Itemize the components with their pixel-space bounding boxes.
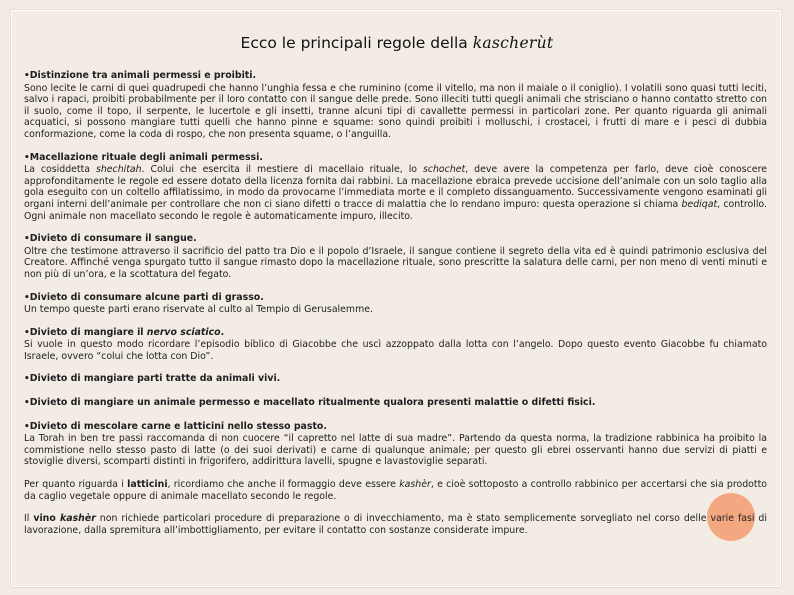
rule-body: Sono lecite le carni di quei quadrupedi che hanno l’unghia fessa e che ruminino (come il vitello, ma non il maiale o il coniglio). I volatili sono quasi tutti leciti, salvo i rapaci, proibiti probabilmente per il loro contatto con il sangue delle prede. Sono illeciti tutti quegli animali che strisciano o hanno contatto stretto con il suolo, come il topo, il serpente, le lucertole e gli insetti, tranne alcuni tipi di cavallette permessi in particolari zone. Per quanto riguarda gli animali acquatici, si possono mangiare tutti quelli che hanno pinne e squame: sono quindi proibiti i molluschi, i crostacei, i frutti di mare e i pesci di dubbia conformazione, come la coda di rospo, che non presenta squame, o l’anguilla. xyxy=(24,82,767,140)
rule-heading: •Divieto di consumare alcune parti di grasso. xyxy=(24,291,264,303)
rule-heading: •Distinzione tra animali permessi e proibiti. xyxy=(24,70,257,81)
rule-body: Si vuole in questo modo ricordare l’episodio biblico di Giacobbe che uscì azzoppato dalla lotta con l’angelo. Dopo questo evento Giacobbe fu chiamato Israele, ovvero “colui che lotta con Dio”. xyxy=(24,339,767,362)
rules-content xyxy=(24,70,767,547)
rule-heading: •Divieto di mangiare il nervo sciatico. xyxy=(24,326,225,338)
latticini-paragraph: Per quanto riguarda i latticini, ricordiamo che anche il formaggio deve essere kashèr, e cioè sottoposto a controllo rabbinico per accertarsi che sia prodotto da caglio vegetale oppure di animale macellato secondo le regole. xyxy=(24,479,767,502)
rule-section xyxy=(24,292,767,316)
vino-paragraph: Il vino kashèr non richiede particolari procedure di preparazione o di invecchiamento, ma è stato semplicemente sorvegliato nel corso delle varie fasi di lavorazione, dalla spremitura all’imbottigliamento, per evitare il contatto con sostanze considerate impure. xyxy=(24,513,767,536)
page-title: Ecco le principali regole della kascherùt xyxy=(240,34,554,52)
rule-body: Un tempo queste parti erano riservate al culto al Tempio di Gerusalemme. xyxy=(24,304,373,316)
rule-section xyxy=(24,327,767,363)
rule-section xyxy=(24,421,767,468)
rule-section xyxy=(24,233,767,280)
rule-heading: •Divieto di mangiare parti tratte da animali vivi. xyxy=(24,373,281,385)
rule-body: La cosiddetta shechitah. Colui che esercita il mestiere di macellaio rituale, lo schochet, deve avere la competenza per farlo, deve cioè conoscere approfonditamente le regole ed essere dotato della licenza fornita dai rabbini. La macellazione ebraica prevede uccisione dell’animale con un solo taglio alla gola eseguito con un coltello affilatissimo, in modo da provocarne l’immediata morte e il completo dissanguamento. Successivamente vengono esaminati gli organi interni dell’animale per controllare che non ci siano difetti o tracce di malattia che lo rendano impuro: questa operazione si chiama bediqat, controllo. Ogni animale non macellato secondo le regole è automaticamente impuro, illecito. xyxy=(24,164,767,222)
rule-heading: •Macellazione rituale degli animali permessi. xyxy=(24,151,263,163)
rule-section xyxy=(24,152,767,223)
rule-heading: •Divieto di consumare il sangue. xyxy=(24,233,197,245)
rule-section xyxy=(24,373,767,386)
rule-heading: •Divieto di mescolare carne e latticini nello stesso pasto. xyxy=(24,420,327,432)
rule-body: Oltre che testimone attraverso il sacrificio del patto tra Dio e il popolo d’Israele, il sangue contiene il segreto della vita ed è quindi patrimonio esclusiva del Creatore. Affinché venga spurgato tutto il sangue rimasto dopo la macellazione rituale, sono prescritte la salatura delle carni, per non meno di venti minuti e non più di un’ora, e la scottatura del fegato. xyxy=(24,245,767,280)
rule-heading: •Divieto di mangiare un animale permesso e macellato ritualmente qualora presenti malattie o difetti fisici. xyxy=(24,397,596,409)
rule-body: La Torah in ben tre passi raccomanda di non cuocere “il capretto nel latte di sua madre”. Partendo da questa norma, la tradizione rabbinica ha proibito la commistione nello stesso pasto di latte (o dei suoi derivati) e carne di qualunque animale; per questo gli ebrei osservanti hanno due servizi di piatti e stoviglie diversi, scomparti distinti in frigorifero, addirittura lavelli, spugne e lavastoviglie separati. xyxy=(24,433,767,468)
rule-section xyxy=(24,70,767,141)
rule-section xyxy=(24,397,767,410)
